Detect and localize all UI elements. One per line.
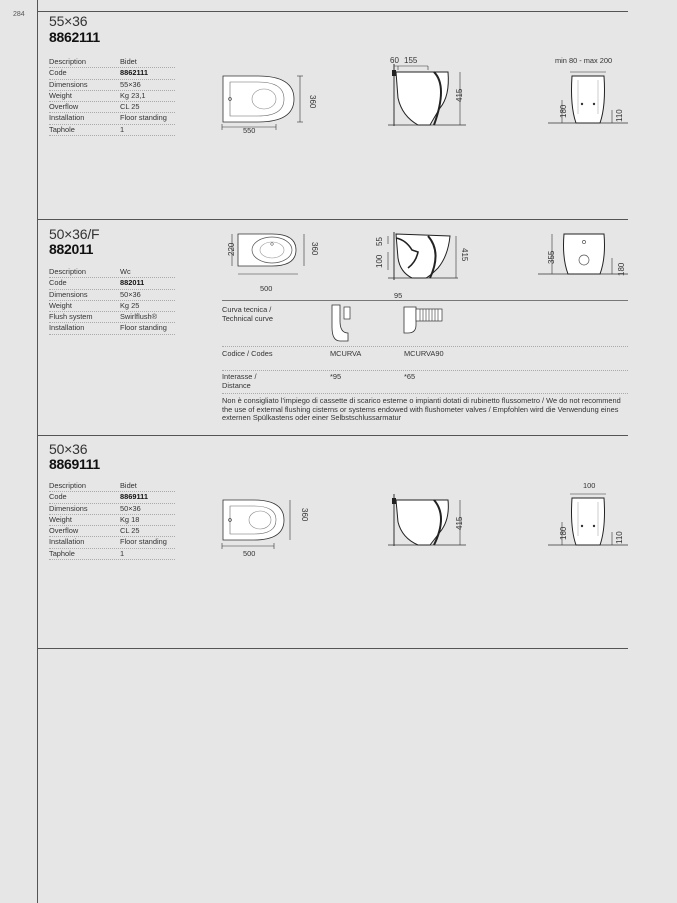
spec-row: Description Wc xyxy=(49,267,175,278)
section-divider xyxy=(37,435,628,436)
spec-row: Description Bidet xyxy=(49,57,175,68)
product-code: 8862111 xyxy=(49,29,100,45)
dimension-depth: 360 xyxy=(308,95,317,109)
bidet-front-view-drawing xyxy=(548,490,630,550)
wc-front-view-drawing xyxy=(538,228,630,280)
dimension-h1: 180 xyxy=(559,104,568,118)
dimension-100: 100 xyxy=(375,254,384,268)
codes-label: Codice / Codes xyxy=(222,349,273,358)
spec-row: Weight Kg 18 xyxy=(49,515,175,526)
dimension-overflow-b: 155 xyxy=(404,56,418,65)
dimension-width: 500 xyxy=(243,549,256,558)
bidet-front-view-drawing xyxy=(548,66,630,128)
spec-row: Installation Floor standing xyxy=(49,537,175,548)
dimension-overflow-a: 60 xyxy=(390,56,399,65)
dimension-width: 550 xyxy=(243,126,256,135)
spec-table xyxy=(49,57,175,136)
dimension-180: 180 xyxy=(617,262,626,276)
spec-row: Weight Kg 23,1 xyxy=(49,91,175,102)
dimension-h2: 110 xyxy=(615,531,624,544)
mcurva90-drawing xyxy=(398,303,450,343)
spec-row: Dimensions 50×36 xyxy=(49,504,175,515)
dimension-top: 100 xyxy=(583,481,596,490)
spec-row: Description Bidet xyxy=(49,481,175,492)
spec-row: Installation Floor standing xyxy=(49,113,175,124)
dimension-355: 355 xyxy=(547,250,556,264)
dimension-55: 55 xyxy=(375,237,384,246)
spec-row: Dimensions 50×36 xyxy=(49,290,175,301)
spec-row: Weight Kg 25 xyxy=(49,301,175,312)
dimension-h2: 110 xyxy=(615,109,624,122)
spec-row: Overflow CL 25 xyxy=(49,102,175,113)
section-divider xyxy=(37,219,628,220)
wc-side-view-drawing xyxy=(368,228,474,288)
page-number: 284 xyxy=(13,11,25,18)
spec-table xyxy=(49,267,175,335)
spec-row: Flush system Swirlflush® xyxy=(49,312,175,323)
bidet-side-view-drawing xyxy=(388,490,478,550)
product-name: 50×36 xyxy=(49,441,88,457)
dimension-inner: 220 xyxy=(227,242,236,256)
dimension-h1: 180 xyxy=(559,526,568,540)
product-code: 882011 xyxy=(49,241,94,257)
distance-label: Interasse / Distance xyxy=(222,372,257,390)
dimension-height: 415 xyxy=(455,88,464,102)
left-margin-rule xyxy=(37,0,38,903)
section-divider xyxy=(37,648,628,649)
bidet-side-view-drawing xyxy=(388,56,478,131)
curve-code: MCURVA xyxy=(330,349,362,358)
dimension-width: 500 xyxy=(260,284,273,293)
spec-row: Code 8862111 xyxy=(49,68,175,79)
spec-row: Code 8869111 xyxy=(49,492,175,503)
flush-note: Non è consigliato l’impiego di cassette di scarico esterne o impianti dotati di rubinetto flussometro / We do not recommend the use of external flushing cisterns or systems endowed with flushometer valves / Empfohlen wird die Verwendung eines externen Spülkastens oder einer Selbstschlussarmatur xyxy=(222,396,621,422)
mcurva-drawing xyxy=(326,303,356,343)
wc-top-view-drawing xyxy=(220,230,320,285)
section-divider xyxy=(37,11,628,12)
dimension-height: 415 xyxy=(460,248,469,262)
bidet-top-view-drawing xyxy=(218,70,317,140)
spec-row: Code 882011 xyxy=(49,278,175,289)
spec-row: Installation Floor standing xyxy=(49,323,175,334)
curve-divider xyxy=(222,300,628,301)
dimension-height: 415 xyxy=(455,516,464,530)
product-name: 55×36 xyxy=(49,13,88,29)
curve-title: Curva tecnica / Technical curve xyxy=(222,305,273,323)
product-code: 8869111 xyxy=(49,456,100,472)
dimension-depth: 360 xyxy=(310,242,319,256)
spec-row: Dimensions 55×36 xyxy=(49,80,175,91)
curve-distance: *95 xyxy=(330,372,342,381)
spec-row: Taphole 1 xyxy=(49,549,175,560)
spec-row: Overflow CL 25 xyxy=(49,526,175,537)
spec-table xyxy=(49,481,175,560)
dimension-range: min 80 - max 200 xyxy=(555,56,613,65)
curve-distance: *65 xyxy=(404,372,416,381)
curve-code: MCURVA90 xyxy=(404,349,444,358)
dimension-depth: 360 xyxy=(300,508,309,522)
bidet-top-view-drawing xyxy=(218,494,308,556)
spec-row: Taphole 1 xyxy=(49,125,175,136)
product-name: 50×36/F xyxy=(49,226,100,242)
dimension-95: 95 xyxy=(394,291,403,300)
